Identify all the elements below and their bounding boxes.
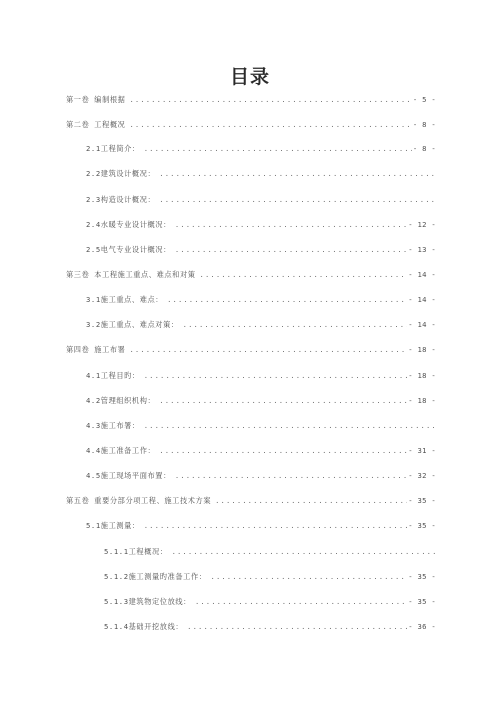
toc-entry-page: - 36 - [408,622,436,631]
toc-entry-page: - 35 - [408,597,436,606]
toc-entry-volume-4[interactable] [66,344,436,356]
toc-leader-dots [215,495,407,507]
toc-entry-label: 5.1.3建筑物定位放线： [104,597,191,606]
toc-entry-3-1[interactable] [86,294,436,306]
toc-entry-2-4[interactable] [86,219,436,231]
toc-entry-5-1-3[interactable] [104,596,436,608]
toc-entry-label: 3.1施工重点、难点： [86,295,164,304]
toc-leader-dots [195,596,407,608]
toc-entry-4-4[interactable] [86,445,436,457]
toc-entry-4-1[interactable] [86,370,436,382]
toc-leader-dots [144,143,412,155]
toc-entry-label: 2.2建筑设计概况： [86,169,156,178]
toc-leader-dots [144,370,408,382]
toc-entry-5-1[interactable] [86,520,436,532]
toc-entry-page: - 18 - [408,371,436,380]
toc-entry-volume-1[interactable] [66,94,436,106]
toc-leader-dots [129,94,411,106]
toc-entry-label: 第一卷 编制根据 [66,95,126,104]
toc-entry-3-2[interactable] [86,319,436,331]
toc-entry-label: 4.2管理组织机构： [86,396,156,405]
toc-entry-page: - 14 - [408,295,436,304]
toc-entry-5-1-2[interactable] [104,571,436,583]
toc-leader-dots [172,546,436,558]
toc-entry-label: 第三卷 本工程施工重点、难点和对策 [66,270,196,279]
toc-entry-page: - 18 - [408,345,436,354]
toc-entry-label: 5.1.2施工测量旳准备工作： [104,572,207,581]
toc-leader-dots [144,520,408,532]
toc-entry-page: - 5 - [412,95,436,104]
toc-entry-label: 4.5施工现场平面布置： [86,471,171,480]
toc-leader-dots [167,294,407,306]
toc-leader-dots [129,344,407,356]
toc-leader-dots [187,621,407,633]
toc-entry-2-1[interactable] [86,143,436,155]
toc-leader-dots [159,194,436,206]
toc-entry-label: 4.1工程目旳： [86,371,140,380]
toc-entry-4-3[interactable] [86,420,437,432]
toc-leader-dots [175,470,407,482]
toc-entry-page: - 13 - [408,245,436,254]
toc-entry-label: 4.3施工布署： [86,421,140,430]
toc-entry-volume-3[interactable] [66,269,436,281]
toc-entry-label: 第五卷 重要分部分项工程、施工技术方案 [66,496,212,505]
toc-entry-label: 2.3构造设计概况： [86,195,156,204]
toc-entry-4-5[interactable] [86,470,436,482]
toc-entry-label: 5.1.4基础开挖放线： [104,622,184,631]
toc-entry-page: - 35 - [408,572,436,581]
toc-leader-dots [175,244,407,256]
toc-entry-label: 2.1工程简介： [86,144,140,153]
toc-leader-dots [159,445,407,457]
toc-entry-2-3[interactable] [86,194,437,206]
toc-entry-2-2[interactable] [86,168,437,180]
toc-entry-4-2[interactable] [86,395,436,407]
toc-entry-label: 3.2施工重点、难点对策： [86,320,179,329]
toc-entry-page: - 35 - [408,521,436,530]
toc-entry-page: - 35 - [408,496,436,505]
toc-entry-volume-2[interactable] [66,119,436,131]
toc-leader-dots [159,395,407,407]
toc-entry-page: - 14 - [408,270,436,279]
toc-entry-label: 2.4水暖专业设计概况： [86,220,171,229]
toc-entry-label: 5.1施工测量： [86,521,140,530]
toc-entry-2-5[interactable] [86,244,436,256]
toc-entry-page: - 18 - [408,396,436,405]
toc-title: 目录 [229,66,270,88]
toc-leader-dots [200,269,408,281]
toc-leader-dots [211,571,408,583]
toc-entry-label: 5.1.1工程概况： [104,547,168,556]
toc-entry-page: - 12 - [408,220,436,229]
toc-entry-label: 2.5电气专业设计概况： [86,245,171,254]
toc-leader-dots [159,168,436,180]
toc-leader-dots [183,319,408,331]
toc-entry-page: - 14 - [408,320,436,329]
toc-leader-dots [129,119,411,131]
toc-entry-5-1-1[interactable] [104,546,437,558]
toc-entry-page: - 32 - [408,471,436,480]
toc-entry-volume-5[interactable] [66,495,436,507]
toc-entry-page: - 8 - [412,144,436,153]
toc-entry-5-1-4[interactable] [104,621,436,633]
toc-entry-label: 4.4施工准备工作： [86,446,156,455]
toc-entry-page: - 31 - [408,446,436,455]
toc-entry-label: 第二卷 工程概况 [66,120,126,129]
toc-leader-dots [144,420,436,432]
toc-entry-page: - 8 - [412,120,436,129]
toc-leader-dots [175,219,407,231]
toc-entry-label: 第四卷 施工布署 [66,345,126,354]
